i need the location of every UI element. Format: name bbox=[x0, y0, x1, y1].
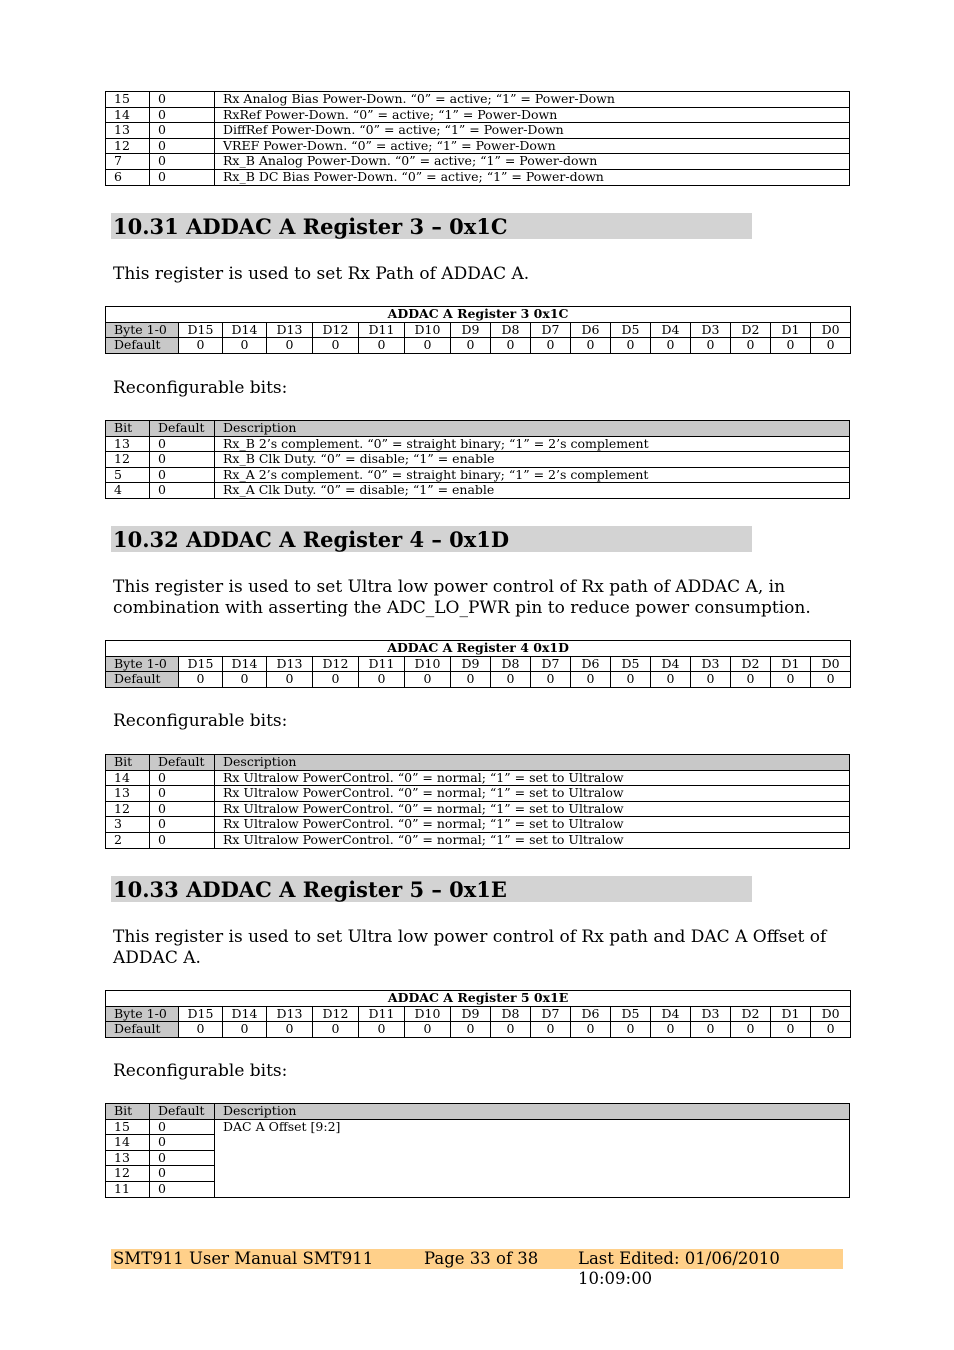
bit-column-header: D12 bbox=[313, 656, 359, 672]
register-3-table bbox=[105, 306, 851, 354]
description-cell: Rx Ultralow PowerControl. “0” = normal; “1” = set to Ultralow bbox=[215, 770, 850, 786]
bit-column-header: D11 bbox=[359, 1006, 405, 1022]
default-value: 0 bbox=[451, 338, 491, 354]
section-heading-10-31: 10.31 ADDAC A Register 3 – 0x1C bbox=[111, 213, 752, 239]
default-cell: 0 bbox=[150, 169, 215, 185]
default-value: 0 bbox=[313, 672, 359, 688]
default-value: 0 bbox=[531, 672, 571, 688]
bit-column-header: D15 bbox=[179, 1006, 223, 1022]
register-title: ADDAC A Register 3 0x1C bbox=[106, 307, 851, 323]
footer-last-edited: Last Edited: 01/06/2010 10:09:00 bbox=[578, 1249, 780, 1288]
section-intro-10-32: This register is used to set Ultra low power control of Rx path of ADDAC A, in combination with asserting the ADC_LO_PWR pin to reduce power consumption. bbox=[113, 577, 811, 618]
description-cell: Rx_B Clk Duty. “0” = disable; “1” = enable bbox=[215, 452, 850, 468]
default-cell: 0 bbox=[150, 138, 215, 154]
default-value: 0 bbox=[571, 672, 611, 688]
byte-label: Byte 1-0 bbox=[106, 1006, 179, 1022]
register-3-bits-table bbox=[105, 420, 850, 499]
description-cell: Rx_B Analog Power-Down. “0” = active; “1” = Power-down bbox=[215, 154, 850, 170]
bit-column-header: D7 bbox=[531, 656, 571, 672]
bit-column-header: D13 bbox=[267, 1006, 313, 1022]
default-cell: 0 bbox=[150, 92, 215, 108]
bit-column-header: D6 bbox=[571, 1006, 611, 1022]
description-cell: Rx Ultralow PowerControl. “0” = normal; “1” = set to Ultralow bbox=[215, 786, 850, 802]
register-5-bits-table bbox=[105, 1103, 850, 1198]
bit-column-header: D11 bbox=[359, 322, 405, 338]
bit-column-header: D1 bbox=[771, 322, 811, 338]
table-row bbox=[106, 786, 850, 802]
section-intro-10-33: This register is used to set Ultra low power control of Rx path and DAC A Offset of ADDAC A. bbox=[113, 927, 827, 968]
table-row bbox=[106, 436, 850, 452]
default-cell: 0 bbox=[150, 1166, 215, 1182]
default-cell: 0 bbox=[150, 483, 215, 499]
section-heading-10-33: 10.33 ADDAC A Register 5 – 0x1E bbox=[111, 876, 752, 902]
bit-cell: 12 bbox=[106, 138, 150, 154]
default-cell: 0 bbox=[150, 154, 215, 170]
default-value: 0 bbox=[405, 672, 451, 688]
description-cell: Rx_A Clk Duty. “0” = disable; “1” = enable bbox=[215, 483, 850, 499]
default-value: 0 bbox=[811, 672, 851, 688]
description-cell: VREF Power-Down. “0” = active; “1” = Power-Down bbox=[215, 138, 850, 154]
footer-manual-title: SMT911 User Manual SMT911 bbox=[113, 1249, 374, 1268]
default-value: 0 bbox=[223, 672, 267, 688]
bit-cell: 15 bbox=[106, 92, 150, 108]
power-down-bits-table bbox=[105, 91, 850, 186]
byte-label: Byte 1-0 bbox=[106, 322, 179, 338]
default-value: 0 bbox=[405, 1022, 451, 1038]
bit-cell: 13 bbox=[106, 786, 150, 802]
bit-column-header: D14 bbox=[223, 1006, 267, 1022]
table-row bbox=[106, 817, 850, 833]
description-cell: Rx_A 2’s complement. “0” = straight binary; “1” = 2’s complement bbox=[215, 467, 850, 483]
default-value: 0 bbox=[359, 1022, 405, 1038]
default-value: 0 bbox=[223, 338, 267, 354]
default-value: 0 bbox=[811, 338, 851, 354]
default-value: 0 bbox=[179, 1022, 223, 1038]
default-label: Default bbox=[106, 1022, 179, 1038]
default-value: 0 bbox=[611, 338, 651, 354]
reconfigurable-label-10-31: Reconfigurable bits: bbox=[113, 378, 288, 398]
table-row bbox=[106, 770, 850, 786]
description-cell: RxRef Power-Down. “0” = active; “1” = Power-Down bbox=[215, 107, 850, 123]
table-row bbox=[106, 123, 850, 139]
bit-column-header: D13 bbox=[267, 322, 313, 338]
bit-column-header: D2 bbox=[731, 656, 771, 672]
register-default-row bbox=[106, 1022, 851, 1038]
bit-cell: 13 bbox=[106, 123, 150, 139]
bit-column-header: D13 bbox=[267, 656, 313, 672]
default-value: 0 bbox=[267, 1022, 313, 1038]
bit-column-header: D1 bbox=[771, 656, 811, 672]
table-row bbox=[106, 1119, 850, 1135]
default-value: 0 bbox=[491, 1022, 531, 1038]
bit-column-header: D0 bbox=[811, 1006, 851, 1022]
default-value: 0 bbox=[179, 338, 223, 354]
default-value: 0 bbox=[691, 672, 731, 688]
default-cell: 0 bbox=[150, 467, 215, 483]
bit-column-header: D2 bbox=[731, 322, 771, 338]
reconfigurable-label-10-33: Reconfigurable bits: bbox=[113, 1061, 288, 1081]
register-title-row bbox=[106, 641, 851, 657]
register-title: ADDAC A Register 5 0x1E bbox=[106, 991, 851, 1007]
bit-column-header: D15 bbox=[179, 322, 223, 338]
register-4-bits-table bbox=[105, 754, 850, 849]
byte-label: Byte 1-0 bbox=[106, 656, 179, 672]
bit-cell: 14 bbox=[106, 1135, 150, 1151]
default-value: 0 bbox=[571, 338, 611, 354]
bit-column-header: D6 bbox=[571, 656, 611, 672]
bit-column-header: D11 bbox=[359, 656, 405, 672]
default-header: Default bbox=[150, 421, 215, 437]
bit-cell: 15 bbox=[106, 1119, 150, 1135]
bits-header-row bbox=[106, 1104, 850, 1120]
bit-column-header: D0 bbox=[811, 322, 851, 338]
bit-cell: 12 bbox=[106, 801, 150, 817]
bit-column-header: D9 bbox=[451, 322, 491, 338]
section-intro-10-31: This register is used to set Rx Path of ADDAC A. bbox=[113, 264, 530, 284]
register-bits-row bbox=[106, 322, 851, 338]
bit-cell: 13 bbox=[106, 436, 150, 452]
default-value: 0 bbox=[811, 1022, 851, 1038]
default-value: 0 bbox=[731, 672, 771, 688]
bit-column-header: D0 bbox=[811, 656, 851, 672]
table-row bbox=[106, 801, 850, 817]
description-cell: Rx Ultralow PowerControl. “0” = normal; “1” = set to Ultralow bbox=[215, 817, 850, 833]
default-value: 0 bbox=[491, 338, 531, 354]
bits-header-row bbox=[106, 421, 850, 437]
table-row bbox=[106, 452, 850, 468]
bit-column-header: D5 bbox=[611, 1006, 651, 1022]
register-title-row bbox=[106, 991, 851, 1007]
default-value: 0 bbox=[731, 338, 771, 354]
default-value: 0 bbox=[267, 672, 313, 688]
default-cell: 0 bbox=[150, 1135, 215, 1151]
default-value: 0 bbox=[651, 672, 691, 688]
default-cell: 0 bbox=[150, 1181, 215, 1197]
bit-column-header: D10 bbox=[405, 1006, 451, 1022]
default-value: 0 bbox=[771, 672, 811, 688]
bit-cell: 5 bbox=[106, 467, 150, 483]
bits-header-row bbox=[106, 755, 850, 771]
bit-column-header: D12 bbox=[313, 1006, 359, 1022]
description-cell: DiffRef Power-Down. “0” = active; “1” = Power-Down bbox=[215, 123, 850, 139]
default-value: 0 bbox=[313, 1022, 359, 1038]
footer-page-number: Page 33 of 38 bbox=[424, 1249, 539, 1268]
default-label: Default bbox=[106, 672, 179, 688]
reconfigurable-label-10-32: Reconfigurable bits: bbox=[113, 711, 288, 731]
bit-column-header: D6 bbox=[571, 322, 611, 338]
default-value: 0 bbox=[313, 338, 359, 354]
table-row bbox=[106, 107, 850, 123]
register-bits-row bbox=[106, 656, 851, 672]
default-value: 0 bbox=[531, 338, 571, 354]
default-cell: 0 bbox=[150, 1119, 215, 1135]
bit-cell: 14 bbox=[106, 770, 150, 786]
bit-column-header: D3 bbox=[691, 322, 731, 338]
bit-column-header: D4 bbox=[651, 322, 691, 338]
table-row bbox=[106, 138, 850, 154]
default-value: 0 bbox=[731, 1022, 771, 1038]
bit-column-header: D8 bbox=[491, 322, 531, 338]
default-header: Default bbox=[150, 1104, 215, 1120]
default-value: 0 bbox=[651, 338, 691, 354]
bit-column-header: D3 bbox=[691, 656, 731, 672]
description-cell: Rx Ultralow PowerControl. “0” = normal; “1” = set to Ultralow bbox=[215, 832, 850, 848]
bit-header: Bit bbox=[106, 421, 150, 437]
description-header: Description bbox=[215, 421, 850, 437]
default-value: 0 bbox=[223, 1022, 267, 1038]
default-cell: 0 bbox=[150, 1150, 215, 1166]
default-label: Default bbox=[106, 338, 179, 354]
table-row bbox=[106, 483, 850, 499]
bit-cell: 12 bbox=[106, 452, 150, 468]
bit-column-header: D7 bbox=[531, 322, 571, 338]
bit-cell: 3 bbox=[106, 817, 150, 833]
register-bits-row bbox=[106, 1006, 851, 1022]
default-value: 0 bbox=[651, 1022, 691, 1038]
register-default-row bbox=[106, 338, 851, 354]
bit-cell: 2 bbox=[106, 832, 150, 848]
bit-column-header: D12 bbox=[313, 322, 359, 338]
default-value: 0 bbox=[771, 1022, 811, 1038]
bit-column-header: D14 bbox=[223, 656, 267, 672]
description-cell: Rx_B 2’s complement. “0” = straight binary; “1” = 2’s complement bbox=[215, 436, 850, 452]
bit-header: Bit bbox=[106, 755, 150, 771]
bit-column-header: D4 bbox=[651, 656, 691, 672]
table-row bbox=[106, 169, 850, 185]
bit-cell: 4 bbox=[106, 483, 150, 499]
default-value: 0 bbox=[405, 338, 451, 354]
table-row bbox=[106, 832, 850, 848]
default-cell: 0 bbox=[150, 436, 215, 452]
bit-cell: 7 bbox=[106, 154, 150, 170]
bit-column-header: D8 bbox=[491, 1006, 531, 1022]
default-value: 0 bbox=[179, 672, 223, 688]
bit-column-header: D3 bbox=[691, 1006, 731, 1022]
register-4-table bbox=[105, 640, 851, 688]
bit-header: Bit bbox=[106, 1104, 150, 1120]
register-title: ADDAC A Register 4 0x1D bbox=[106, 641, 851, 657]
default-cell: 0 bbox=[150, 107, 215, 123]
default-value: 0 bbox=[611, 1022, 651, 1038]
default-header: Default bbox=[150, 755, 215, 771]
table-row bbox=[106, 154, 850, 170]
default-value: 0 bbox=[359, 338, 405, 354]
default-value: 0 bbox=[691, 338, 731, 354]
table-row bbox=[106, 92, 850, 108]
bit-cell: 13 bbox=[106, 1150, 150, 1166]
default-value: 0 bbox=[267, 338, 313, 354]
bit-column-header: D7 bbox=[531, 1006, 571, 1022]
default-cell: 0 bbox=[150, 452, 215, 468]
default-cell: 0 bbox=[150, 801, 215, 817]
default-cell: 0 bbox=[150, 770, 215, 786]
default-cell: 0 bbox=[150, 832, 215, 848]
bit-column-header: D10 bbox=[405, 656, 451, 672]
default-value: 0 bbox=[359, 672, 405, 688]
bit-column-header: D1 bbox=[771, 1006, 811, 1022]
description-header: Description bbox=[215, 1104, 850, 1120]
default-cell: 0 bbox=[150, 817, 215, 833]
default-cell: 0 bbox=[150, 786, 215, 802]
bit-cell: 12 bbox=[106, 1166, 150, 1182]
bit-column-header: D8 bbox=[491, 656, 531, 672]
table-row bbox=[106, 467, 850, 483]
default-cell: 0 bbox=[150, 123, 215, 139]
default-value: 0 bbox=[691, 1022, 731, 1038]
register-title-row bbox=[106, 307, 851, 323]
bit-column-header: D5 bbox=[611, 322, 651, 338]
default-value: 0 bbox=[451, 1022, 491, 1038]
page-footer bbox=[111, 1249, 843, 1288]
section-heading-10-32: 10.32 ADDAC A Register 4 – 0x1D bbox=[111, 526, 752, 552]
default-value: 0 bbox=[531, 1022, 571, 1038]
description-cell: Rx Ultralow PowerControl. “0” = normal; “1” = set to Ultralow bbox=[215, 801, 850, 817]
bit-column-header: D15 bbox=[179, 656, 223, 672]
bit-column-header: D2 bbox=[731, 1006, 771, 1022]
bit-column-header: D9 bbox=[451, 656, 491, 672]
bit-column-header: D9 bbox=[451, 1006, 491, 1022]
default-value: 0 bbox=[451, 672, 491, 688]
register-5-table bbox=[105, 990, 851, 1038]
description-cell: Rx_B DC Bias Power-Down. “0” = active; “1” = Power-down bbox=[215, 169, 850, 185]
bit-column-header: D14 bbox=[223, 322, 267, 338]
bit-column-header: D10 bbox=[405, 322, 451, 338]
description-header: Description bbox=[215, 755, 850, 771]
bit-cell: 11 bbox=[106, 1181, 150, 1197]
register-default-row bbox=[106, 672, 851, 688]
default-value: 0 bbox=[611, 672, 651, 688]
bit-column-header: D5 bbox=[611, 656, 651, 672]
bit-cell: 14 bbox=[106, 107, 150, 123]
description-cell: DAC A Offset [9:2] bbox=[215, 1119, 850, 1197]
bit-column-header: D4 bbox=[651, 1006, 691, 1022]
description-cell: Rx Analog Bias Power-Down. “0” = active; “1” = Power-Down bbox=[215, 92, 850, 108]
bit-cell: 6 bbox=[106, 169, 150, 185]
default-value: 0 bbox=[771, 338, 811, 354]
default-value: 0 bbox=[571, 1022, 611, 1038]
default-value: 0 bbox=[491, 672, 531, 688]
